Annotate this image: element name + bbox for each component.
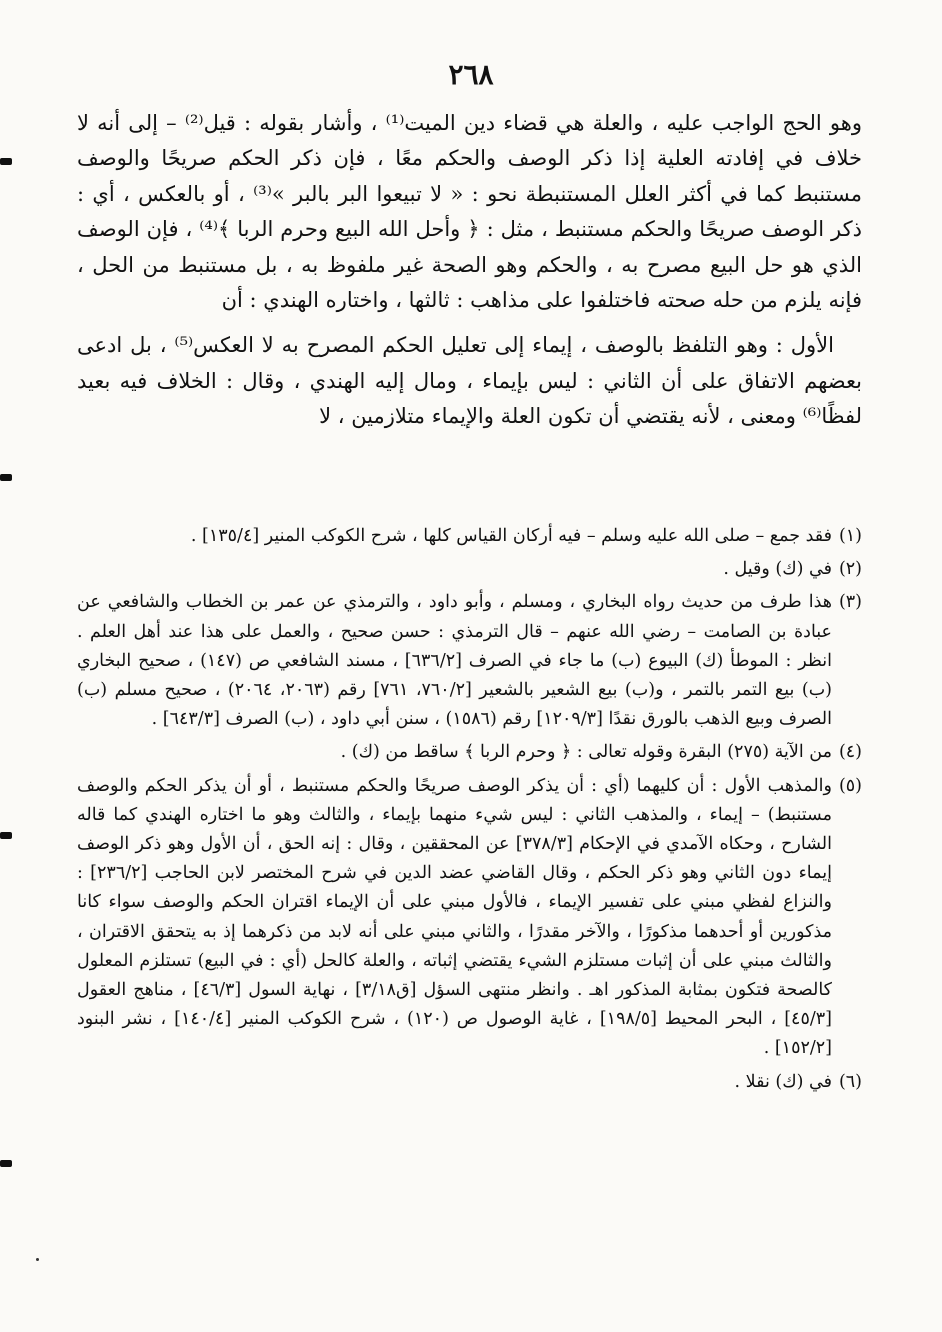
footnote xyxy=(77,1068,862,1097)
footnote xyxy=(77,588,862,734)
footnote-text: من الآية (٢٧٥) البقرة وقوله تعالى : ﴿ وحرم الربا ﴾ ساقط من (ك) . xyxy=(340,742,832,763)
main-paragraph: الأول : وهو التلفظ بالوصف ، إيماء إلى تعليل الحكم المصرح به لا العكس⁽⁵⁾ ، بل ادعى بعضهم الاتفاق على أن الثاني : ليس بإيماء ، ومال إليه الهندي ، وقال : الخلاف فيه بعيد لفظًا⁽⁶⁾ ومعنى ، لأنه يقتضي أن تكون العلة والإيماء متلازمين ، لا xyxy=(77,333,862,429)
scan-speck xyxy=(36,1258,39,1261)
footnote-number: (١) xyxy=(838,526,862,546)
footnote-number: (٤) xyxy=(838,742,862,763)
page-number: ٢٦٨ xyxy=(448,58,494,91)
binding-hole-mark xyxy=(0,158,12,165)
footnote-text: والمذهب الأول : أن كليهما (أي : أن يذكر الوصف صريحًا والحكم مستنبط ، أو أن يذكر الحكم والوصف مستنبط) – إيماء ، والمذهب الثاني : ليس شيء منهما بإيماء ، والثالث وهو ما اختاره الهندي كما قاله الشارح ، وحكاه الآمدي في الإحكام [٣٧٨/٣] عن المحققين ، وقال : إنه الحق ، أن الأول وهو ذكر الوصف إيماء دون الثاني وهو ذكر الحكم ، وقال القاضي عضد الدين في شرح المختصر لابن الحاجب [٢٣٦/٢] : والنزاع لفظي مبني على تفسير الإيماء ، فالأول مبني على أن الإيماء اقتران الحكم والوصف سواء كانا مذكورين أو أحدهما مذكورًا ، والآخر مقدرًا ، والثاني مبني على أنه لابد من ذكرهما إذ به يتحقق الاقتران ، والثالث مبني على أن إثبات مستلزم الشيء يقتضي إثباته ، والعلة كالحل (أي : في البيع) تستلزم المعلول كالصحة فتكون بمثابة المذكور اهـ . وانظر منتهى السؤل [ق٣/١٨] ، نهاية السول [٤٦/٣] ، مناهج العقول [٤٥/٣] ، البحر المحيط [١٩٨/٥] ، غاية الوصول ص (١٢٠) ، شرح الكوكب المنير [١٤٠/٤] ، نشر البنود [١٥٢/٢] . xyxy=(77,775,833,1059)
footnote xyxy=(77,555,862,584)
main-text xyxy=(77,106,862,435)
footnote-text: في (ك) وقيل . xyxy=(723,559,832,580)
footnote xyxy=(77,738,862,767)
footnote-text: فقد جمع – صلى الله عليه وسلم – فيه أركان القياس كلها ، شرح الكوكب المنير [١٣٥/٤] . xyxy=(190,526,832,546)
footnote-number: (٥) xyxy=(838,775,862,796)
binding-hole-mark xyxy=(0,474,12,481)
binding-hole-mark xyxy=(0,1160,12,1167)
footnote xyxy=(77,522,862,551)
footnote-number: (٦) xyxy=(838,1071,862,1092)
main-paragraph: وهو الحج الواجب عليه ، والعلة هي قضاء دين الميت⁽¹⁾ ، وأشار بقوله : قيل⁽²⁾ – إلى أنه لا خلاف في إفادته العلية إذا ذكر الوصف والحكم معًا ، فإن ذكر الحكم صريحًا والوصف مستنبط كما في أكثر العلل المستنبطة نحو : « لا تبيعوا البر بالبر »⁽³⁾ ، أو بالعكس ، أي : ذكر الوصف صريحًا والحكم مستنبط ، مثل : ﴿ وأحل الله البيع وحرم الربا ﴾⁽⁴⁾ ، فإن الوصف الذي هو حل البيع مصرح به ، والحكم وهو الصحة غير ملفوظ به ، بل مستنبط من الحل ، فإنه يلزم من حله صحته فاختلفوا على مذاهب : ثالثها ، واختاره الهندي : أن xyxy=(77,111,862,313)
footnote xyxy=(77,772,862,1064)
binding-hole-mark xyxy=(0,832,12,839)
footnotes xyxy=(77,522,862,1101)
footnote-number: (٣) xyxy=(838,592,862,613)
footnote-text: هذا طرف من حديث رواه البخاري ، ومسلم ، وأبو داود ، والترمذي عن عمر بن الخطاب والشافعي عن عبادة بن الصامت – رضي الله عنهم – قال الترمذي : حسن صحيح ، والعمل على هذا عند أهل العلم . انظر : الموطأ (ك) البيوع (ب) ما جاء في الصرف [٦٣٦/٢] ، مسند الشافعي ص (١٤٧) ، صحيح البخاري (ب) بيع التمر بالتمر ، و(ب) بيع الشعير بالشعير [٧٦٠/٢، ٧٦١] رقم (٢٠٦٣، ٢٠٦٤) ، صحيح مسلم (ب) الصرف وبيع الذهب بالورق نقدًا [١٢٠٩/٣] رقم (١٥٨٦) ، سنن أبي داود ، (ب) الصرف [٦٤٣/٣] . xyxy=(77,592,833,730)
footnote-text: في (ك) نقلا . xyxy=(734,1071,832,1092)
footnote-number: (٢) xyxy=(838,559,862,580)
